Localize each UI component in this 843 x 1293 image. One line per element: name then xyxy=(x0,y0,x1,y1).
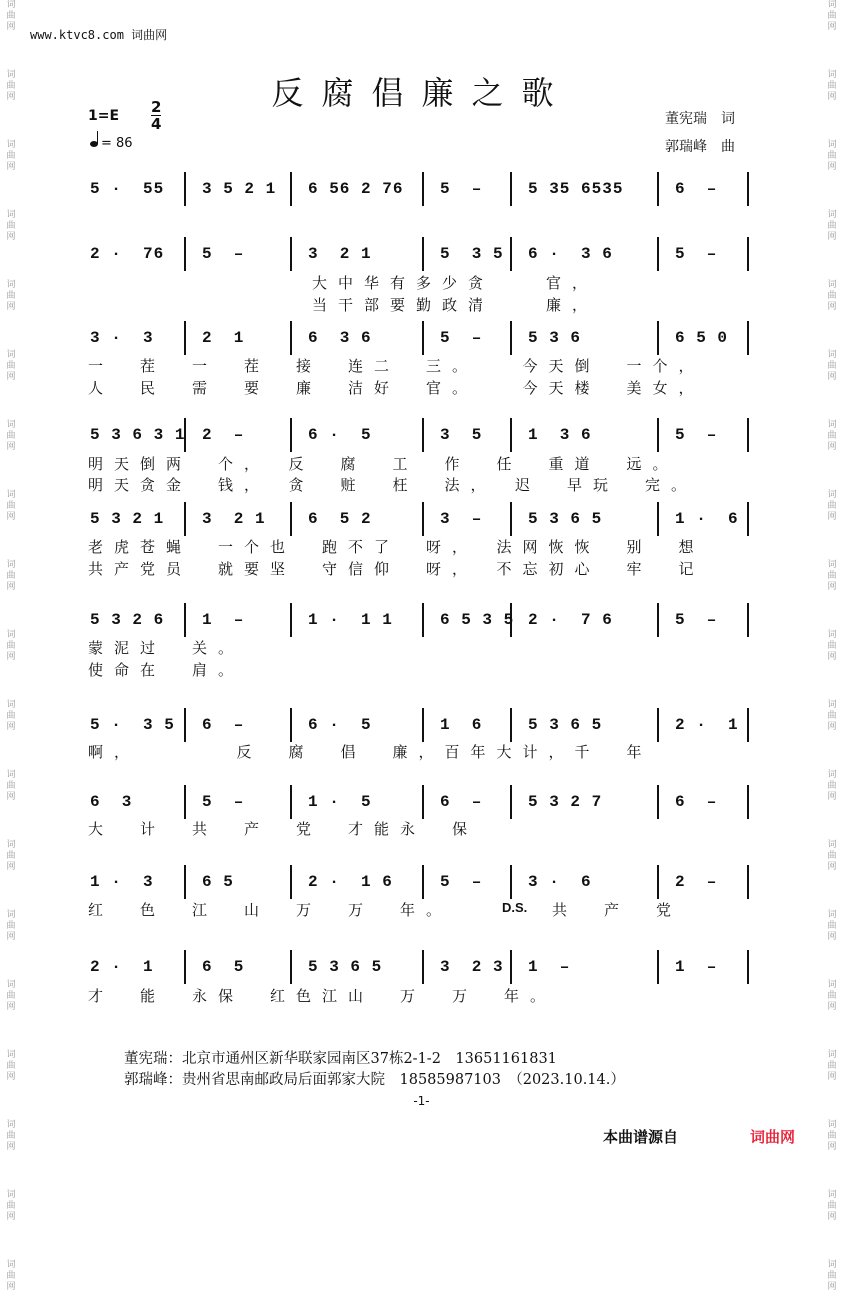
bar-line xyxy=(290,237,292,271)
watermark-text: 词 曲 网 xyxy=(6,1050,16,1082)
bar-line xyxy=(657,321,659,355)
watermark-text: 词 曲 网 xyxy=(827,70,837,102)
measure: 1 – xyxy=(528,958,571,976)
measure: 5 3 2 7 xyxy=(528,793,603,811)
measure: 5 – xyxy=(202,793,245,811)
measure: 6 5 xyxy=(202,958,245,976)
watermark-text: 词 曲 网 xyxy=(827,420,837,452)
lyricist-credit: 董宪瑞 词 xyxy=(665,111,735,127)
watermark-text: 词 曲 网 xyxy=(6,70,16,102)
measure: 5 3 2 1 xyxy=(90,510,165,528)
bar-line xyxy=(290,502,292,536)
measure: 2 · 1 xyxy=(90,958,154,976)
measure: 2 – xyxy=(202,426,245,444)
watermark-text: 词 曲 网 xyxy=(6,490,16,522)
bar-line xyxy=(657,172,659,206)
watermark-text: 词 曲 网 xyxy=(6,1260,16,1292)
measure: 2 – xyxy=(675,873,718,891)
watermark-text: 词 曲 网 xyxy=(827,1050,837,1082)
measure: 6 3 6 xyxy=(308,329,372,347)
measure: 2 1 xyxy=(202,329,245,347)
bar-line xyxy=(510,418,512,452)
bar-line xyxy=(422,418,424,452)
watermark-text: 词 曲 网 xyxy=(827,490,837,522)
watermark-text: 词 曲 网 xyxy=(827,280,837,312)
bar-line xyxy=(747,785,749,819)
bar-line xyxy=(290,321,292,355)
watermark-text: 词 曲 网 xyxy=(827,700,837,732)
bar-line xyxy=(184,172,186,206)
measure: 6 – xyxy=(675,793,718,811)
bar-line xyxy=(184,865,186,899)
watermark-text: 词 曲 网 xyxy=(6,350,16,382)
measure: 1 3 6 xyxy=(528,426,592,444)
bar-line xyxy=(657,603,659,637)
measure: 6 · 5 xyxy=(308,426,372,444)
source-label: 本曲谱源自 xyxy=(603,1128,679,1146)
song-title: 反腐倡廉之歌 xyxy=(271,74,572,112)
watermark-text: 词 曲 网 xyxy=(827,980,837,1012)
measure: 6 5 0 xyxy=(675,329,729,347)
watermark-text: 词 曲 网 xyxy=(6,280,16,312)
bar-line xyxy=(422,603,424,637)
bar-line xyxy=(747,502,749,536)
measure: 5 – xyxy=(440,180,483,198)
bar-line xyxy=(510,950,512,984)
bar-line xyxy=(290,865,292,899)
measure: 2 · 1 xyxy=(675,716,739,734)
watermark-text: 词 曲 网 xyxy=(827,910,837,942)
bar-line xyxy=(184,603,186,637)
watermark-text: 词 曲 网 xyxy=(6,980,16,1012)
bar-line xyxy=(290,708,292,742)
key-signature: 1=E xyxy=(88,108,120,124)
bar-line xyxy=(510,708,512,742)
tempo-value: = 86 xyxy=(101,136,133,151)
measure: 5 – xyxy=(675,426,718,444)
bar-line xyxy=(422,708,424,742)
watermark-text: 词 曲 网 xyxy=(6,770,16,802)
watermark-text: 词 曲 网 xyxy=(6,210,16,242)
watermark-text: 词 曲 网 xyxy=(6,630,16,662)
watermark-text: 词 曲 网 xyxy=(827,560,837,592)
watermark-text: 词 曲 网 xyxy=(6,1190,16,1222)
bar-line xyxy=(657,237,659,271)
watermark-text: 词 曲 网 xyxy=(6,910,16,942)
time-sig-top: 2 xyxy=(151,98,162,116)
bar-line xyxy=(290,172,292,206)
measure: 1 · 5 xyxy=(308,793,372,811)
measure: 3 – xyxy=(440,510,483,528)
bar-line xyxy=(747,708,749,742)
watermark-text: 词 曲 网 xyxy=(827,0,837,32)
measure: 6 56 2 76 xyxy=(308,180,404,198)
bar-line xyxy=(422,865,424,899)
bar-line xyxy=(422,785,424,819)
bar-line xyxy=(657,708,659,742)
measure: 3 2 3 xyxy=(440,958,504,976)
measure: 5 – xyxy=(675,245,718,263)
watermark-text: 词 曲 网 xyxy=(6,700,16,732)
bar-line xyxy=(184,237,186,271)
bar-line xyxy=(422,237,424,271)
measure: 6 5 xyxy=(202,873,234,891)
measure: 1 · 3 xyxy=(90,873,154,891)
bar-line xyxy=(422,502,424,536)
measure: 6 3 xyxy=(90,793,133,811)
watermark-text: 词 曲 网 xyxy=(827,1260,837,1292)
measure: 5 3 6 xyxy=(528,329,582,347)
bar-line xyxy=(184,708,186,742)
watermark-text: 词 曲 网 xyxy=(827,1120,837,1152)
quarter-note-icon xyxy=(90,141,98,147)
bar-line xyxy=(184,321,186,355)
measure: 2 · 7 6 xyxy=(528,611,613,629)
watermark-text: 词 曲 网 xyxy=(827,210,837,242)
measure: 5 – xyxy=(675,611,718,629)
measure: 5 3 2 6 xyxy=(90,611,165,629)
bar-line xyxy=(747,237,749,271)
measure: 3 · 6 xyxy=(528,873,592,891)
measure: 5 · 55 xyxy=(90,180,165,198)
measure: 3 5 xyxy=(440,426,483,444)
measure: 6 · 5 xyxy=(308,716,372,734)
measure: 1 – xyxy=(202,611,245,629)
measure: 3 2 1 xyxy=(202,510,266,528)
measure: 6 – xyxy=(202,716,245,734)
watermark-text: 词 曲 网 xyxy=(827,840,837,872)
address-lyricist: 董宪瑞：北京市通州区新华联家园南区37栋2-1-2 13651161831 xyxy=(124,1051,557,1067)
left-watermark-strip xyxy=(2,0,20,1292)
bar-line xyxy=(184,950,186,984)
watermark-text: 词 曲 网 xyxy=(6,420,16,452)
time-sig-bottom: 4 xyxy=(151,115,162,133)
measure: 6 – xyxy=(675,180,718,198)
bar-line xyxy=(422,172,424,206)
bar-line xyxy=(510,502,512,536)
measure: 3 2 1 xyxy=(308,245,372,263)
measure: 3 5 2 1 xyxy=(202,180,277,198)
bar-line xyxy=(290,950,292,984)
bar-line xyxy=(290,785,292,819)
measure: 3 · 3 xyxy=(90,329,154,347)
composer-credit: 郭瑞峰 曲 xyxy=(665,139,735,155)
bar-line xyxy=(657,785,659,819)
bar-line xyxy=(747,321,749,355)
bar-line xyxy=(657,502,659,536)
measure: 5 – xyxy=(440,329,483,347)
measure: 6 5 3 5 xyxy=(440,611,515,629)
bar-line xyxy=(510,321,512,355)
bar-line xyxy=(657,950,659,984)
bar-line xyxy=(510,865,512,899)
measure: 1 6 xyxy=(440,716,483,734)
page-number: -1- xyxy=(413,1094,430,1108)
bar-line xyxy=(747,418,749,452)
bar-line xyxy=(290,418,292,452)
measure: 6 5 2 xyxy=(308,510,372,528)
measure: 5 35 6535 xyxy=(528,180,624,198)
measure: 5 – xyxy=(440,873,483,891)
address-composer: 郭瑞峰：贵州省思南邮政局后面郭家大院 18585987103 （2023.10.14.） xyxy=(124,1072,625,1088)
bar-line xyxy=(422,321,424,355)
bar-line xyxy=(510,785,512,819)
tempo-mark xyxy=(90,136,133,151)
measure: 5 3 6 3 1 xyxy=(90,426,186,444)
measure: 1 · 1 1 xyxy=(308,611,393,629)
watermark-text: 词 曲 网 xyxy=(827,770,837,802)
measure: 5 – xyxy=(202,245,245,263)
bar-line xyxy=(747,950,749,984)
bar-line xyxy=(184,785,186,819)
measure: 6 · 3 6 xyxy=(528,245,613,263)
watermark-text: 词 曲 网 xyxy=(827,140,837,172)
source-site-link[interactable]: 词曲网 xyxy=(750,1128,796,1146)
ds-mark: D.S. xyxy=(502,900,528,915)
watermark-text: 词 曲 网 xyxy=(6,0,16,32)
measure: 5 · 3 5 xyxy=(90,716,175,734)
bar-line xyxy=(747,603,749,637)
bar-line xyxy=(657,865,659,899)
bar-line xyxy=(510,172,512,206)
bar-line xyxy=(422,950,424,984)
bar-line xyxy=(184,502,186,536)
bar-line xyxy=(510,237,512,271)
measure: 5 3 5 xyxy=(440,245,504,263)
watermark-text: 词 曲 网 xyxy=(6,140,16,172)
watermark-text: 词 曲 网 xyxy=(827,630,837,662)
measure: 6 – xyxy=(440,793,483,811)
bar-line xyxy=(657,418,659,452)
site-url[interactable]: www.ktvc8.com 词曲网 xyxy=(30,28,168,42)
bar-line xyxy=(747,865,749,899)
bar-line xyxy=(747,172,749,206)
watermark-text: 词 曲 网 xyxy=(827,1190,837,1222)
measure: 5 3 6 5 xyxy=(308,958,383,976)
bar-line xyxy=(290,603,292,637)
time-signature xyxy=(151,99,161,132)
measure: 1 – xyxy=(675,958,718,976)
measure: 5 3 6 5 xyxy=(528,510,603,528)
measure: 5 3 6 5 xyxy=(528,716,603,734)
watermark-text: 词 曲 网 xyxy=(827,350,837,382)
watermark-text: 词 曲 网 xyxy=(6,1120,16,1152)
measure: 1 · 6 xyxy=(675,510,739,528)
measure: 2 · 76 xyxy=(90,245,165,263)
watermark-text: 词 曲 网 xyxy=(6,560,16,592)
right-watermark-strip xyxy=(823,0,841,1292)
watermark-text: 词 曲 网 xyxy=(6,840,16,872)
measure: 2 · 1 6 xyxy=(308,873,393,891)
